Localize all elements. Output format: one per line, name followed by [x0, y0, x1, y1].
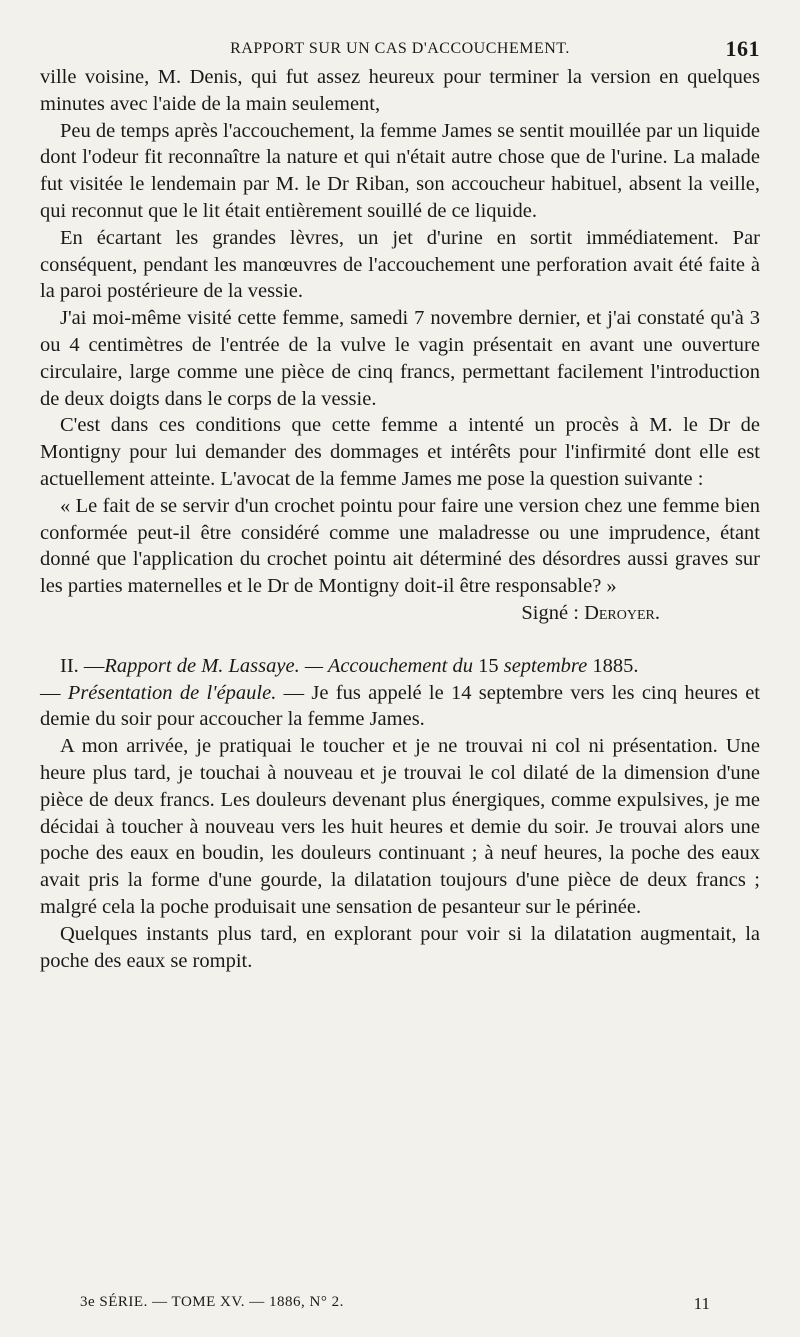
running-title: RAPPORT SUR UN CAS D'ACCOUCHEMENT.: [230, 40, 570, 57]
section-date-month: septembre: [503, 654, 588, 677]
paragraph: ville voisine, M. Denis, qui fut assez heureux pour terminer la version en quelques minutes avec l'aide de la main seulement,: [40, 66, 760, 115]
paragraph: C'est dans ces conditions que cette femme a intenté un procès à M. le Dr de Montigny pour lui demander des dommages et intérêts pour l'infirmité dont elle est actuellement atteinte. L'avocat de la femme James me pose la question suivante :: [40, 414, 760, 490]
body-text: [40, 64, 760, 600]
section-dash: —: [40, 681, 68, 704]
paragraph: En écartant les grandes lèvres, un jet d'urine en sortit immédiatement. Par conséquent, pendant les manœuvres de l'accouchement une perforation avait été faite à la paroi postérieure de la vessie.: [40, 226, 760, 303]
signature: [40, 600, 760, 627]
section-number: II. —: [60, 654, 105, 677]
signature-prefix: Signé :: [521, 601, 585, 624]
footer-signature-mark: 11: [693, 1294, 710, 1313]
paragraph: J'ai moi-même visité cette femme, samedi 7 novembre dernier, et j'ai constaté qu'à 3 ou 4 centimètres de l'entrée de la vulve le vagin présentait en avant une ouverture circulaire, large comme une pièce de cinq francs, permettant facilement l'introduction de deux doigts dans le corps de la vessie.: [40, 307, 760, 410]
signature-name: Deroyer.: [584, 601, 660, 624]
section-heading-rest: — Je fus appelé le 14 septembre vers les cinq heures et demie du soir pour accoucher la femme James.: [40, 681, 760, 731]
paragraph: Peu de temps après l'accouchement, la femme James se sentit mouillée par un liquide dont l'odeur fit reconnaître la nature et qui n'était autre chose que de l'urine. La malade fut visitée le lendemain par M. le Dr Riban, son accoucheur habituel, absent la veille, qui reconnut que le lit était entièrement souillé de ce liquide.: [40, 119, 760, 222]
page-header: [40, 30, 760, 64]
page-number: 161: [725, 36, 760, 61]
quote-paragraph: « Le fait de se servir d'un crochet pointu pour faire une version chez une femme bien conformée peut-il être considéré comme une maladresse ou une imprudence, étant donné que l'application du crochet pointu ait déterminé des désordres aussi graves sur les parties maternelles et le Dr de Montigny doit-il être responsable? »: [40, 494, 760, 598]
paragraph: Quelques instants plus tard, en explorant pour voir si la dilatation augmentait, la poche des eaux se rompit.: [40, 922, 760, 972]
section-subtitle: Présentation de l'épaule.: [67, 681, 277, 704]
section-date-day: 15: [472, 654, 504, 677]
section-heading-paragraph: [40, 653, 760, 733]
section-date-year: 1885.: [587, 654, 639, 677]
section-2: [40, 653, 760, 975]
footer-series: 3e SÉRIE. — TOME XV. — 1886, N° 2.: [80, 1294, 344, 1310]
section-title: Rapport de M. Lassaye. — Accouchement du: [104, 654, 473, 677]
paragraph: A mon arrivée, je pratiquai le toucher et je ne trouvai ni col ni présentation. Une heure plus tard, je touchai à nouveau et je trouvai le col dilaté de la dimension d'une pièce de deux francs. Les douleurs devenant plus énergiques, comme expulsives, je me décidai à toucher à nouveau vers les huit heures et demie du soir. Je trouvai alors une poche des eaux en boudin, les douleurs continuant ; à neuf heures, la poche des eaux avait pris la forme d'une gourde, la dilatation toujours d'une pièce de deux francs ; malgré cela la poche produisait une sensation de pesanteur sur le périnée.: [40, 735, 760, 918]
